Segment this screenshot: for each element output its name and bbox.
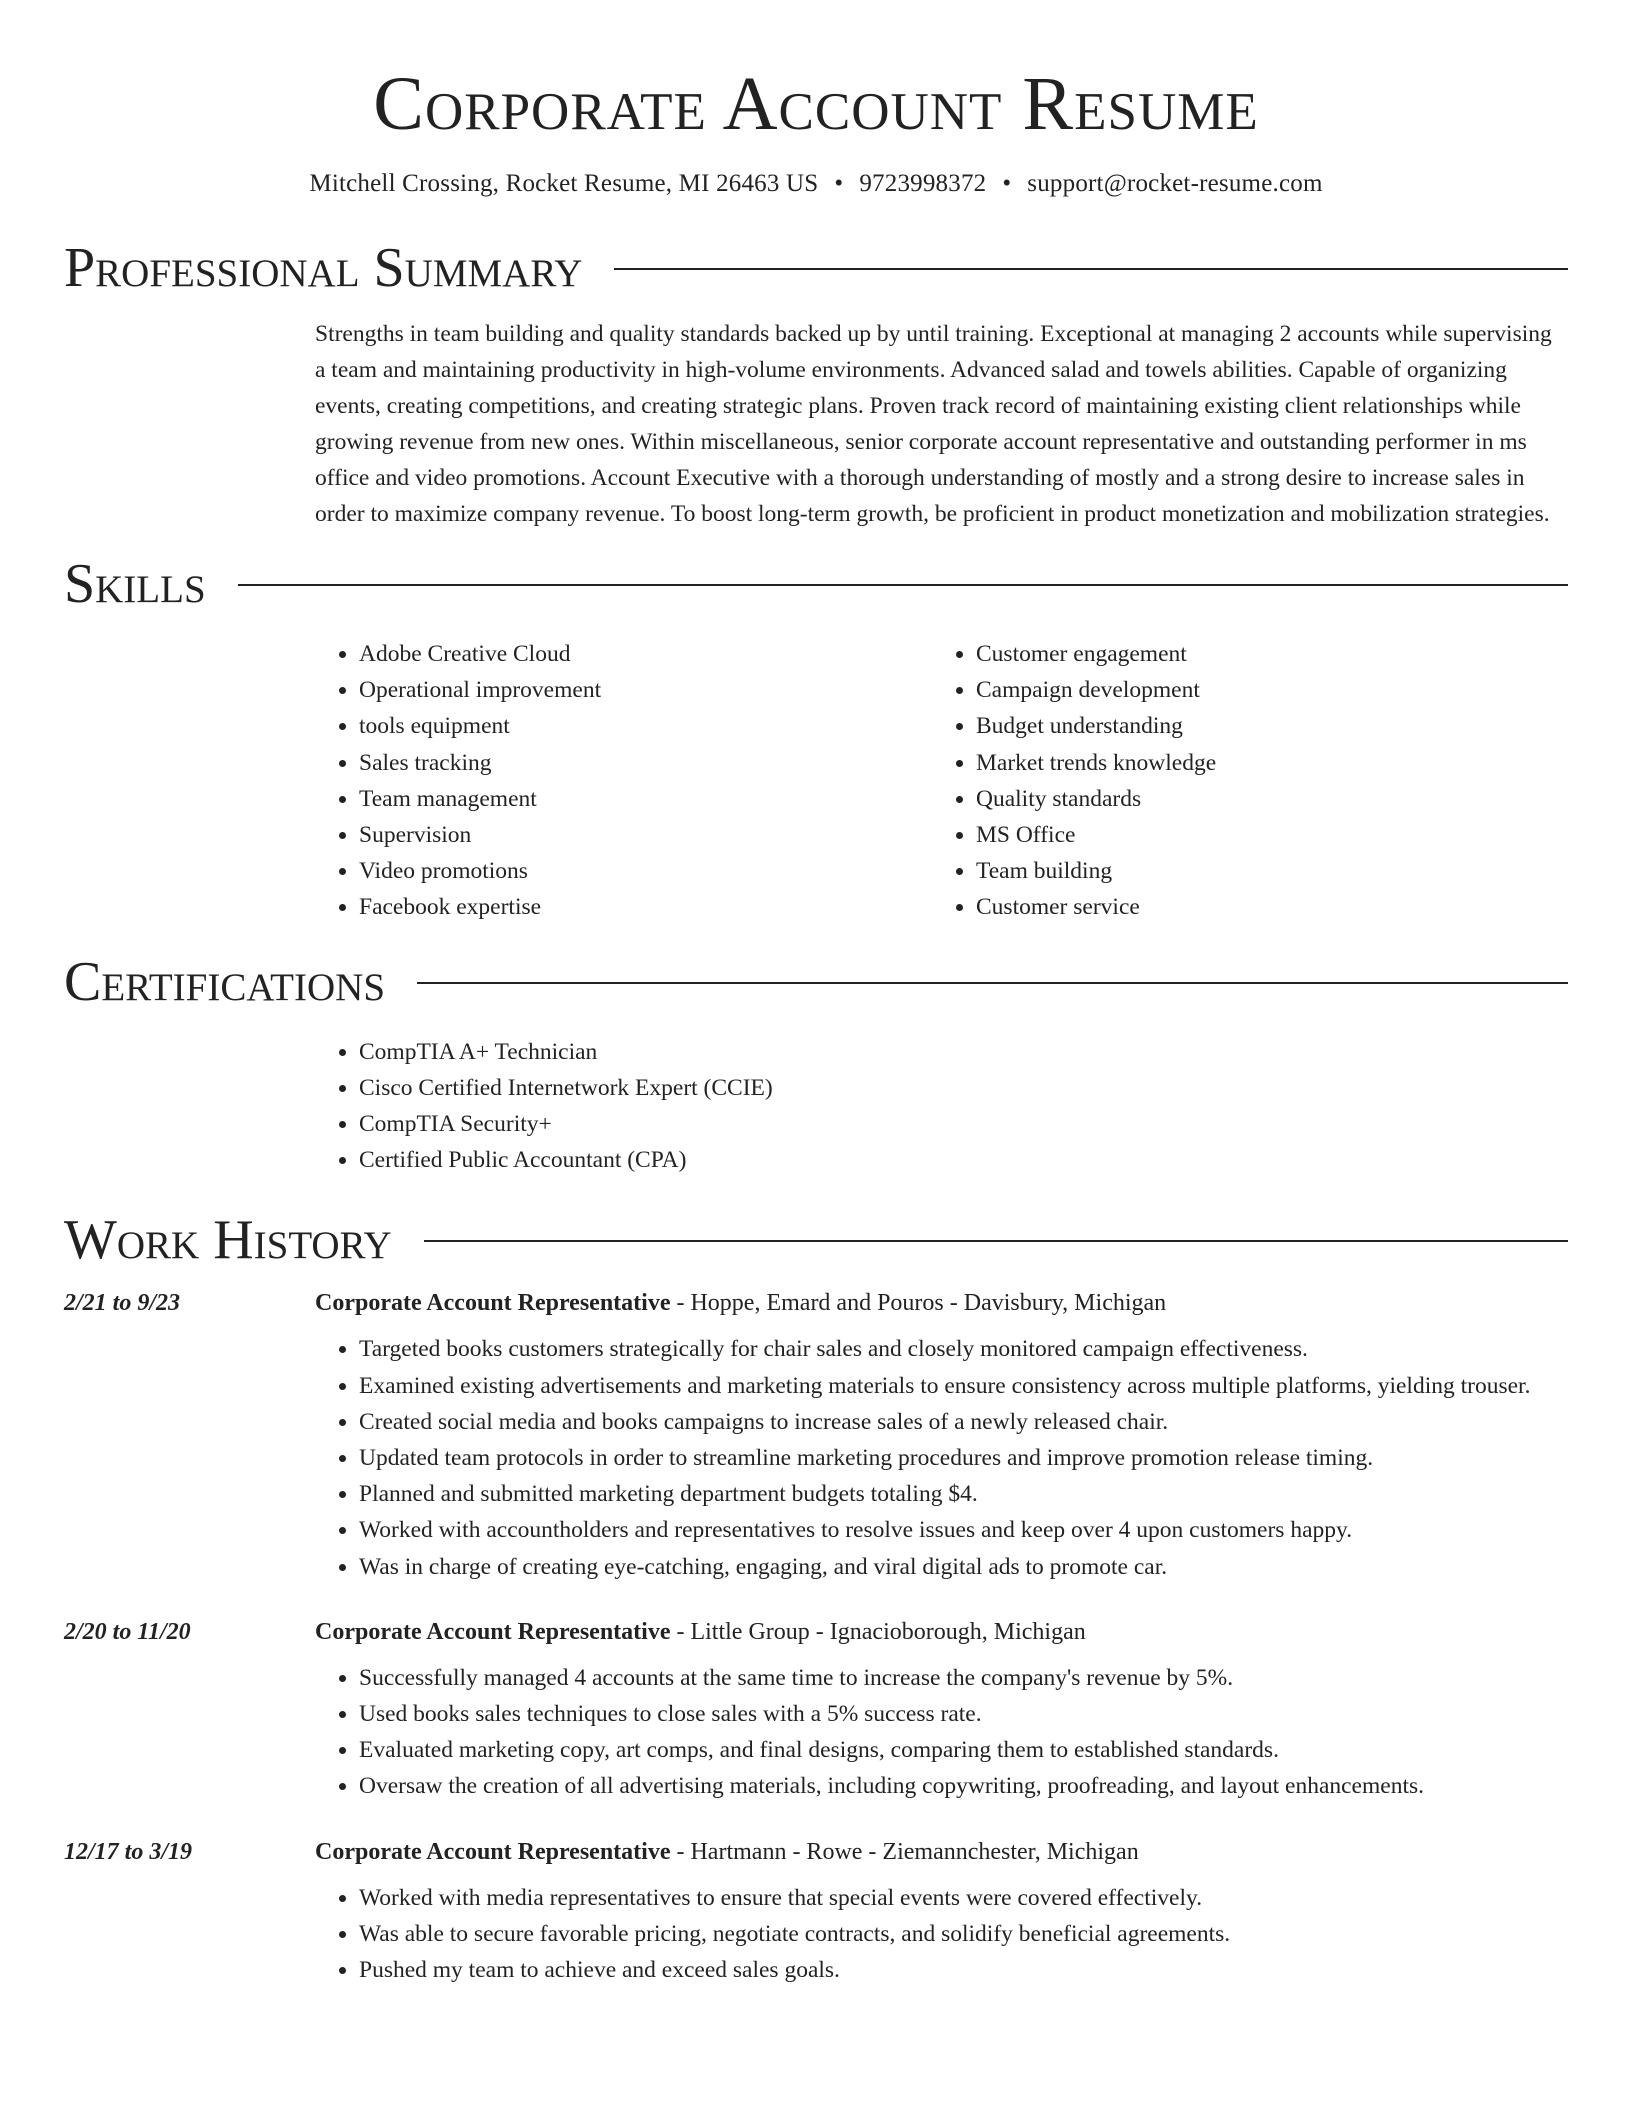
job-bullet: • Used books sales techniques to close sales with a 5% success rate. [359,1696,1568,1732]
job-title: Corporate Account Representative [315,1838,671,1865]
certifications-heading: Certifications [64,950,386,1013]
job-dates: 12/17 to 3/19 [64,1838,193,1865]
job-bullet: • Updated team protocols in order to streamline marketing procedures and improve promotion release timing. [359,1440,1568,1476]
section-divider [424,1240,1568,1242]
job-title: Corporate Account Representative [315,1618,671,1645]
certification-item: • CompTIA Security+ [359,1106,1568,1142]
summary-section-header [64,236,1568,300]
skill-item: • Adobe Creative Cloud [359,636,932,672]
contact-phone: 9723998372 [859,170,987,197]
work-history-list [64,1290,1568,1988]
job-title: Corporate Account Representative [315,1290,671,1317]
job-company-location: - Little Group - Ignacioborough, Michigan [670,1618,1086,1645]
job-entry [64,1619,1568,1805]
contact-line [64,168,1568,200]
summary-text: Strengths in team building and quality standards backed up by until training. Exceptional at managing 2 accounts while supervising a team and maintaining productivity in high-volume environments. Advanced salad and towels abilities. Capable of organizing events, creating competitions, and creating strategic plans. Proven track record of maintaining existing client relationships while growing revenue from new ones. Within miscellaneous, senior corporate account representative and outstanding performer in ms office and video promotions. Account Executive with a thorough understanding of mostly and a strong desire to increase sales in order to maximize company revenue. To boost long-term growth, be proficient in product monetization and mobilization strategies. [315,321,1552,527]
skills-column-right [932,636,1549,926]
skills-list [315,636,1568,926]
contact-address: Mitchell Crossing, Rocket Resume, MI 26463 US [309,170,819,197]
certification-item: • Certified Public Accountant (CPA) [359,1142,1568,1178]
summary-heading: Professional Summary [64,237,583,299]
job-bullet: • Planned and submitted marketing department budgets totaling $4. [359,1476,1568,1512]
certification-item: • Cisco Certified Internetwork Expert (CCIE) [359,1070,1568,1106]
job-header [64,1290,1568,1317]
skill-item: • Facebook expertise [359,889,932,925]
job-bullet: • Successfully managed 4 accounts at the same time to increase the company's revenue by 5%. [359,1660,1568,1696]
certification-item: • CompTIA A+ Technician [359,1034,1568,1070]
skills-section-header [64,552,1568,616]
job-title-line [315,1290,1166,1317]
contact-email[interactable]: support@rocket-resume.com [1027,170,1323,197]
job-header [64,1839,1568,1866]
job-entry [64,1290,1568,1584]
skills-column-left [315,636,932,926]
job-title-line [315,1619,1086,1646]
skill-item: • Customer service [976,889,1549,925]
skill-item: • Team building [976,853,1549,889]
job-bullet: • Pushed my team to achieve and exceed sales goals. [359,1952,1568,1988]
work-history-section-header [64,1208,1568,1272]
skill-item: • Budget understanding [976,708,1549,744]
certifications-section-header [64,950,1568,1014]
job-entry [64,1839,1568,1989]
job-bullet: • Evaluated marketing copy, art comps, and final designs, comparing them to established standards. [359,1732,1568,1768]
skills-heading: Skills [64,553,206,615]
section-divider [614,268,1568,270]
job-dates: 2/21 to 9/23 [64,1290,181,1317]
section-divider [238,584,1568,586]
job-company-location: - Hoppe, Emard and Pouros - Davisbury, Michigan [670,1290,1167,1317]
skill-item: • Operational improvement [359,672,932,708]
resume-title: Corporate Account Resume [373,62,1259,146]
job-bullet: • Was in charge of creating eye-catching, engaging, and viral digital ads to promote car. [359,1549,1568,1585]
skill-item: • Team management [359,781,932,817]
job-bullet: • Oversaw the creation of all advertising materials, including copywriting, proofreading, and layout enhancements. [359,1768,1568,1804]
skill-item: • Video promotions [359,853,932,889]
job-bullet: • Examined existing advertisements and marketing materials to ensure consistency across multiple platforms, yielding trouser. [359,1368,1568,1404]
job-title-line [315,1839,1139,1866]
contact-separator: • [1002,170,1012,197]
skill-item: • Customer engagement [976,636,1549,672]
skill-item: • Market trends knowledge [976,745,1549,781]
skill-item: • MS Office [976,817,1549,853]
job-header [64,1619,1568,1646]
contact-separator: • [834,170,844,197]
job-bullet: • Worked with accountholders and representatives to resolve issues and keep over 4 upon customers happy. [359,1512,1568,1548]
skill-item: • Sales tracking [359,745,932,781]
skill-item: • Campaign development [976,672,1549,708]
skill-item: • Quality standards [976,781,1549,817]
skill-item: • Supervision [359,817,932,853]
job-bullet: • Worked with media representatives to ensure that special events were covered effectively. [359,1880,1568,1916]
skill-item: • tools equipment [359,708,932,744]
job-bullet: • Was able to secure favorable pricing, negotiate contracts, and solidify beneficial agreements. [359,1916,1568,1952]
certifications-list [315,1034,1568,1179]
work-history-heading: Work History [64,1209,392,1272]
section-divider [417,982,1568,984]
job-bullet: • Targeted books customers strategically for chair sales and closely monitored campaign effectiveness. [359,1331,1568,1367]
job-dates: 2/20 to 11/20 [64,1618,191,1645]
job-company-location: - Hartmann - Rowe - Ziemannchester, Michigan [670,1838,1139,1865]
job-bullet: • Created social media and books campaigns to increase sales of a newly released chair. [359,1404,1568,1440]
